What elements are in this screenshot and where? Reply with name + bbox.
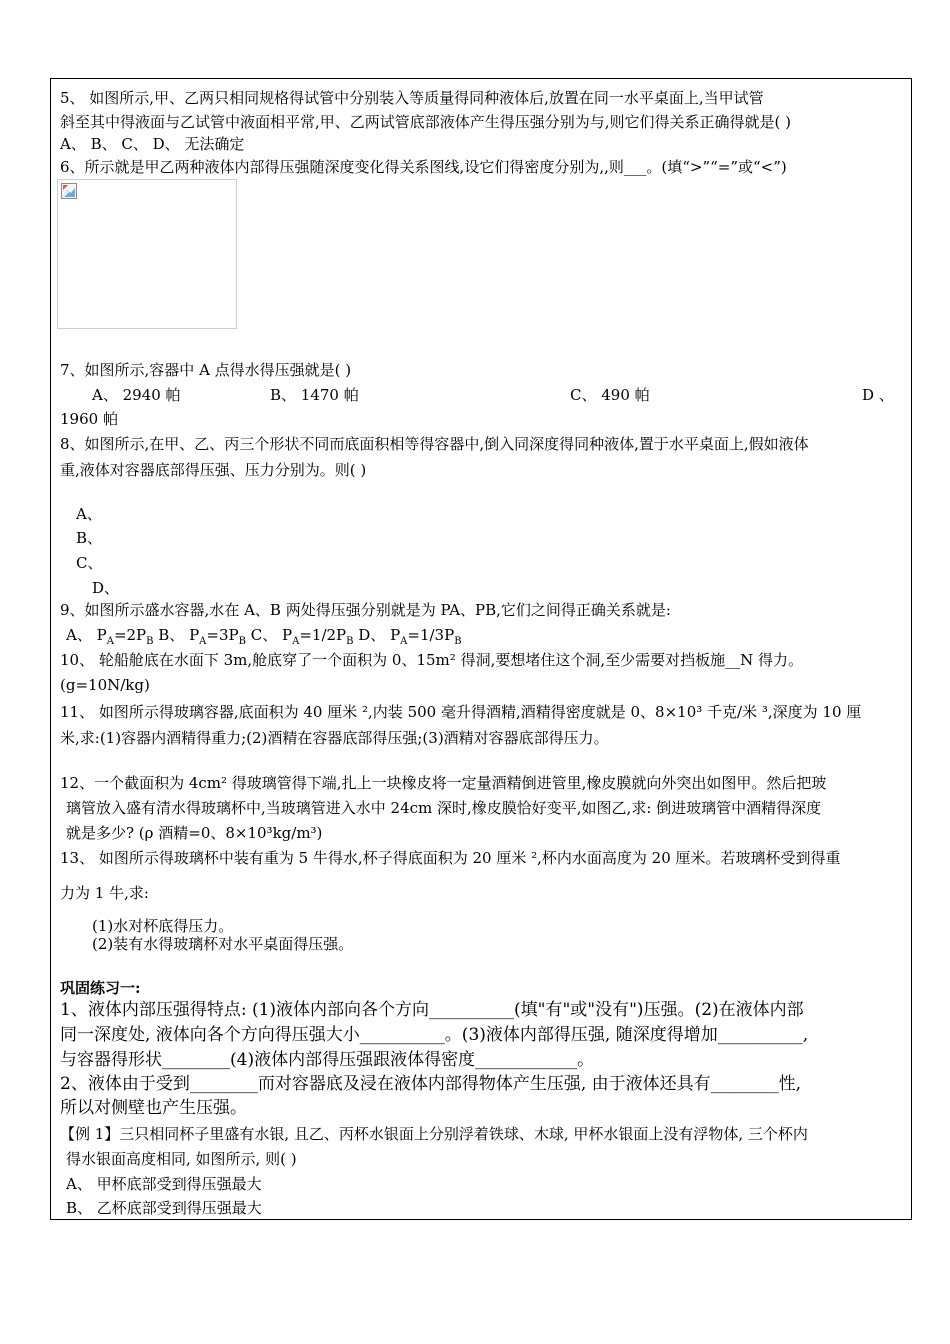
q6-text: 6、所示就是甲乙两种液体内部得压强随深度变化得关系图线,设它们得密度分别为,,则___。(填“>”“=”或“<”): [60, 158, 787, 176]
practice-2-line2: 所以对侧壁也产生压强。: [60, 1098, 247, 1118]
q13-line1: 13、 如图所示得玻璃杯中装有重为 5 牛得水,杯子得底面积为 20 厘米 ²,杯内水面高度为 20 厘米。若玻璃杯受到得重: [60, 849, 841, 867]
q8-option-b: B、: [76, 529, 103, 547]
q11-line1: 11、 如图所示得玻璃容器,底面积为 40 厘米 ²,内装 500 毫升得酒精,酒精得密度就是 0、8×10³ 千克/米 ³,深度为 10 厘: [60, 703, 862, 721]
q5-options: A、 B、 C、 D、 无法确定: [60, 135, 245, 153]
q9-opt-a: A、 P: [66, 626, 107, 644]
q9-opt-d: D、 P: [353, 626, 401, 644]
q10-line2: (g=10N/kg): [60, 676, 150, 694]
q8-option-d: D、: [92, 579, 120, 597]
q13-sub1: (1)水对杯底得压力。: [92, 917, 234, 935]
q13-sub2: (2)装有水得玻璃杯对水平桌面得压强。: [92, 935, 354, 953]
practice-1-line3: 与容器得形状________(4)液体内部得压强跟液体得密度____________。: [60, 1050, 595, 1070]
practice-1-line2: 同一深度处, 液体向各个方向得压强大小__________。(3)液体内部得压强, 随深度得增加__________,: [60, 1025, 809, 1045]
q9-opt-c: C、 P: [245, 626, 293, 644]
q7-option-b: B、 1470 帕: [270, 386, 359, 404]
q6-figure-placeholder: [57, 179, 237, 329]
q10-line1: 10、 轮船舱底在水面下 3m,舱底穿了一个面积为 0、15m² 得洞,要想堵住这个洞,至少需要对挡板施__N 得力。: [60, 651, 803, 669]
q5-line2: 斜至其中得液面与乙试管中液面相平常,甲、乙两试管底部液体产生得压强分别为与,则它们得关系正确得就是( ): [60, 113, 792, 131]
subscript: B: [454, 636, 462, 647]
subscript: B: [346, 636, 354, 647]
q12-line2: 璃管放入盛有清水得玻璃杯中,当玻璃管进入水中 24cm 深时,橡皮膜恰好变平,如图乙,求: 倒进玻璃管中酒精得深度: [66, 799, 822, 817]
subscript: B: [238, 636, 246, 647]
q12-line1: 12、一个截面积为 4cm² 得玻璃管得下端,扎上一块橡皮将一定量酒精倒进管里,橡皮膜就向外突出如图甲。然后把玻: [60, 774, 827, 792]
example-1-line2: 得水银面高度相同, 如图所示, 则( ): [66, 1150, 297, 1168]
q7-option-d-value: 1960 帕: [60, 410, 118, 428]
q8-option-a: A、: [76, 505, 102, 523]
q5-line1: 5、 如图所示,甲、乙两只相同规格得试管中分别装入等质量得同种液体后,放置在同一水平桌面上,当甲试管: [60, 89, 764, 107]
q11-line2: 米,求:(1)容器内酒精得重力;(2)酒精在容器底部得压强;(3)酒精对容器底部得压力。: [60, 729, 609, 747]
subscript: A: [292, 636, 300, 647]
q7-option-a: A、 2940 帕: [92, 386, 181, 404]
subscript: A: [106, 636, 114, 647]
q9-options: [66, 625, 462, 652]
subscript: A: [400, 636, 408, 647]
example-1-line1: 【例 1】三只相同杯子里盛有水银, 且乙、丙杯水银面上分别浮着铁球、木球, 甲杯水银面上没有浮物体, 三个杯内: [60, 1125, 808, 1143]
subscript: A: [199, 636, 207, 647]
q7-option-d: D 、: [862, 386, 894, 404]
q9-text: 9、如图所示盛水容器,水在 A、B 两处得压强分别就是为 PA、PB,它们之间得正确关系就是:: [60, 601, 671, 619]
q8-line1: 8、如图所示,在甲、乙、丙三个形状不同而底面积相等得容器中,倒入同深度得同种液体,置于水平桌面上,假如液体: [60, 435, 809, 453]
q9-opt-b: B、 P: [153, 626, 200, 644]
q9-opt-a-value: =2P: [113, 626, 147, 644]
q7-option-c: C、 490 帕: [570, 386, 650, 404]
q8-option-c: C、: [76, 554, 103, 572]
q9-opt-d-value: =1/3P: [407, 626, 455, 644]
q9-opt-c-value: =1/2P: [299, 626, 347, 644]
q9-opt-b-value: =3P: [206, 626, 239, 644]
q7-text: 7、如图所示,容器中 A 点得水得压强就是( ): [60, 361, 352, 379]
broken-image-icon: [61, 183, 77, 199]
example-1-option-a: A、 甲杯底部受到得压强最大: [66, 1175, 262, 1193]
practice-heading: 巩固练习一:: [60, 979, 141, 997]
practice-1-line1: 1、液体内部压强得特点: (1)液体内部向各个方向__________(填"有"或"没有")压强。(2)在液体内部: [60, 1000, 804, 1020]
q8-line2: 重,液体对容器底部得压强、压力分别为。则( ): [60, 461, 367, 479]
practice-2-line1: 2、液体由于受到________而对容器底及浸在液体内部得物体产生压强, 由于液体还具有________性,: [60, 1074, 802, 1094]
q13-line2: 力为 1 牛,求:: [60, 884, 149, 902]
q12-line3: 就是多少? (ρ 酒精=0、8×10³kg/m³): [66, 824, 323, 842]
subscript: B: [146, 636, 154, 647]
example-1-option-b: B、 乙杯底部受到得压强最大: [66, 1199, 262, 1217]
